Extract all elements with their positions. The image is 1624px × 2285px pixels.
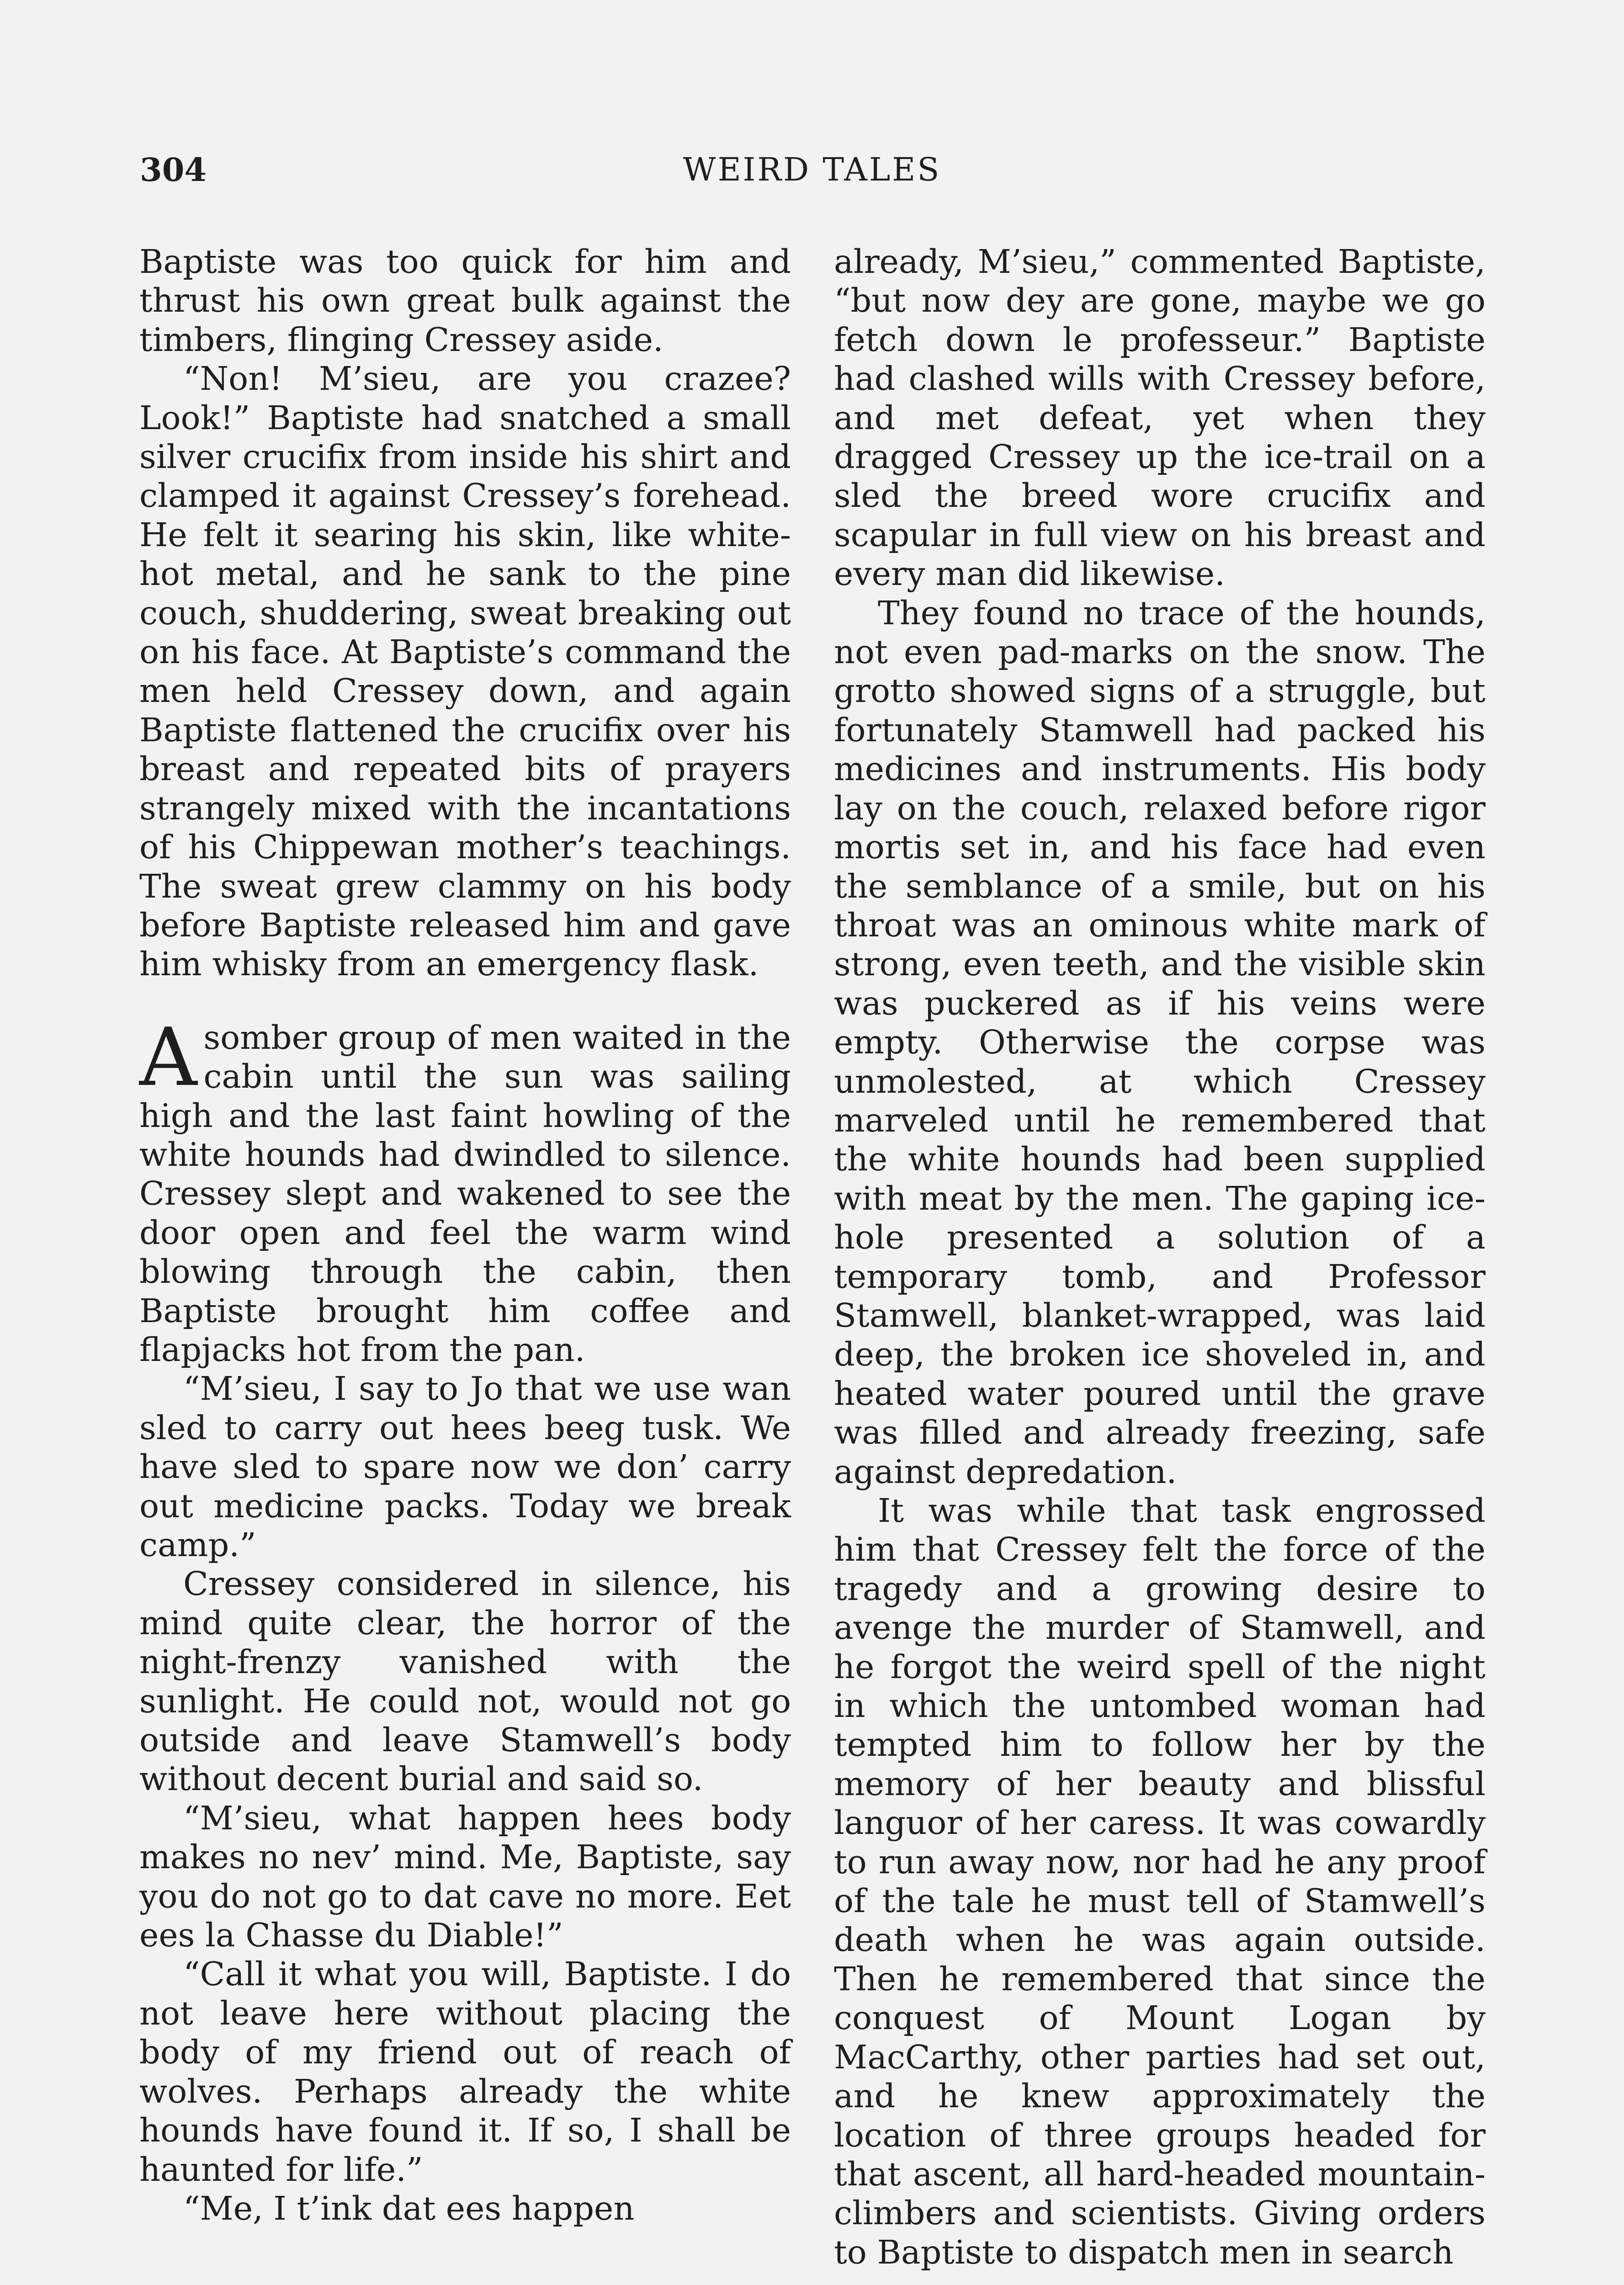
paragraph: Baptiste was too quick for him and thrust his own great bulk against the timbers, flinging Cressey aside. xyxy=(139,243,791,359)
paragraph: Cressey considered in silence, his mind quite clear, the horror of the night-frenzy vanished with the sunlight. He could not, would not go outside and leave Stamwell’s body without decent burial and said so. xyxy=(139,1565,791,1798)
paragraph: They found no trace of the hounds, not even pad-marks on the snow. The grotto showed signs of a struggle, but fortunately Stamwell had packed his medicines and instruments. His body lay on the couch, relaxed before rigor mortis set in, and his face had even the semblance of a smile, but on his throat was an ominous white mark of strong, even teeth, and the visible skin was puckered as if his veins were empty. Otherwise the corpse was unmolested, at which Cressey marveled until he remembered that the white hounds had been supplied with meat by the men. The gaping ice-hole presented a solution of a temporary tomb, and Professor Stamwell, blanket-wrapped, was laid deep, the broken ice shoveled in, and heated water poured until the grave was filled and already freezing, safe against depredation. xyxy=(834,594,1486,1491)
paragraph: “Me, I t’ink dat ees happen xyxy=(183,2189,635,2227)
left-column xyxy=(139,242,791,2228)
paragraph: “Call it what you will, Baptiste. I do not leave here without placing the body of my friend out of reach of wolves. Perhaps already the white hounds have found it. If so, I shall be haunted for life.” xyxy=(139,1955,791,2189)
right-column xyxy=(834,242,1486,2272)
paragraph: “M’sieu, I say to Jo that we use wan sled to carry out hees beeg tusk. We have sled to spare now we don’ carry out medicine packs. Today we break camp.” xyxy=(139,1370,791,1564)
page-number: 304 xyxy=(140,151,207,189)
paragraph: “Non! M’sieu, are you crazee? Look!” Baptiste had snatched a small silver crucifix from inside his shirt and clamped it against Cressey’s forehead. He felt it searing his skin, like white-hot metal, and he sank to the pine couch, shuddering, sweat breaking out on his face. At Baptiste’s command the men held Cressey down, and again Baptiste flattened the crucifix over his breast and repeated bits of prayers strangely mixed with the incantations of his Chippewan mother’s teachings. The sweat grew clammy on his body before Baptiste released him and gave him whisky from an emergency flask. xyxy=(139,360,791,983)
section-opening-paragraph: Asomber group of men waited in the cabin until the sun was sailing high and the last faint howling of the white hounds had dwindled to silence. Cressey slept and wakened to see the door open and feel the warm wind blowing through the cabin, then Baptiste brought him coffee and flapjacks hot from the pan. xyxy=(139,1011,791,1369)
paragraph: already, M’sieu,” commented Baptiste, “but now dey are gone, maybe we go fetch down le professeur.” Baptiste had clashed wills with Cressey before, and met defeat, yet when they dragged Cressey up the ice-trail on a sled the breed wore crucifix and scapular in full view on his breast and every man did likewise. xyxy=(834,243,1486,593)
running-title: WEIRD TALES xyxy=(683,151,941,188)
paragraph: It was while that task engrossed him that Cressey felt the force of the tragedy and a growing desire to avenge the murder of Stamwell, and he forgot the weird spell of the night in which the untombed woman had tempted him to follow her by the memory of her beauty and blissful languor of her caress. It was cowardly to run away now, nor had he any proof of the tale he must tell of Stamwell’s death when he was again outside. Then he remembered that since the conquest of Mount Logan by MacCarthy, other parties had set out, and he knew approximately the location of three groups headed for that ascent, all hard-headed mountain-climbers and scientists. Giving orders to Baptiste to dispatch men in search xyxy=(834,1492,1486,2271)
paragraph: “M’sieu, what happen hees body makes no nev’ mind. Me, Baptiste, say you do not go to dat cave no more. Eet ees la Chasse du Diable!” xyxy=(139,1799,791,1955)
